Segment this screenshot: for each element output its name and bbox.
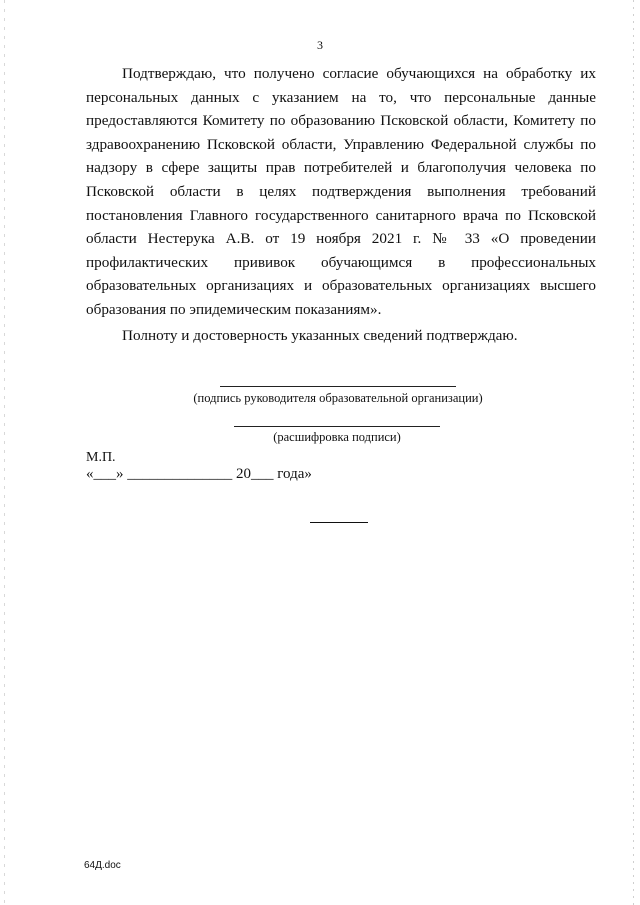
date-line: «___» ______________ 20___ года»	[86, 466, 312, 482]
paragraph-consent: Подтверждаю, что получено согласие обучающихся на обработку их персональных данных с указанием на то, что персональные данные предоставляются Комитету по образованию Псковской области, Комитету по здравоохранению Псковской области, Управлению Федеральной службы по надзору в сфере защиты прав потребителей и благополучия человека по Псковской области в целях подтверждения выполнения требований постановления Главного государственного санитарного врача по Псковской области Нестерука А.В. от 19 ноября 2021 г. № 33 «О проведении профилактических прививок обучающимся в профессиональных образовательных организациях и образовательных организациях высшего образования по эпидемическим показаниям».	[86, 65, 596, 318]
end-of-document-rule	[310, 522, 368, 523]
file-name: 64Д.doc	[84, 860, 121, 871]
signature-decoding-caption: (расшифровка подписи)	[273, 430, 401, 444]
page-number: 3	[317, 38, 323, 52]
scan-edge-right	[633, 0, 634, 905]
head-signature-caption: (подпись руководителя образовательной организации)	[193, 391, 483, 405]
scan-edge-left	[4, 0, 5, 905]
head-signature-line	[220, 386, 456, 387]
paragraph-confirmation: Полноту и достоверность указанных сведений подтверждаю.	[122, 326, 518, 344]
document-body	[86, 62, 596, 347]
signature-decoding-line	[234, 426, 440, 427]
stamp-label: М.П.	[86, 450, 116, 465]
